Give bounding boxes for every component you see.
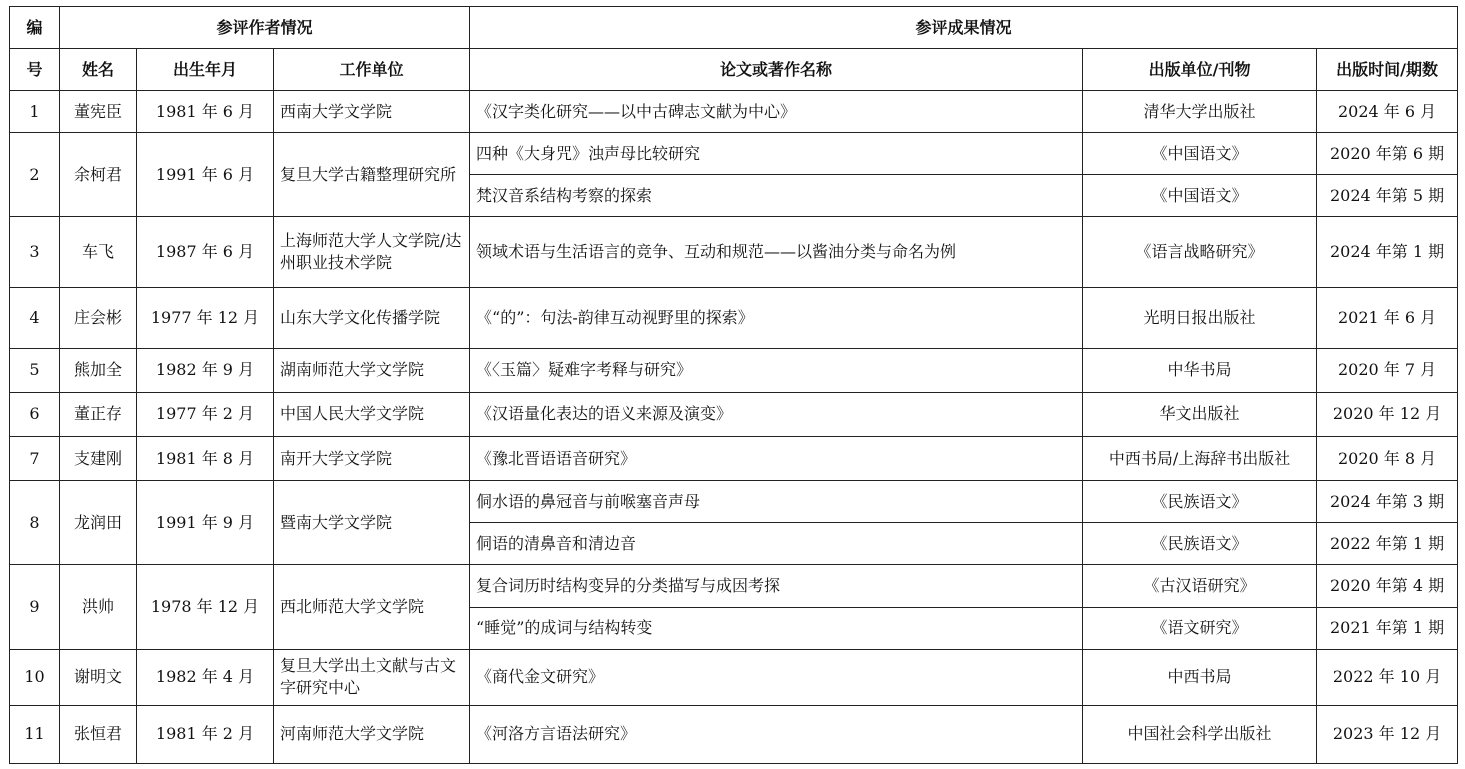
table-row [10,705,1458,763]
publisher: 清华大学出版社 [1083,91,1317,133]
work-title: “睡觉”的成词与结构转变 [470,607,1083,649]
author-name: 董宪臣 [60,91,137,133]
author-name: 余柯君 [60,133,137,217]
table-row [10,565,1458,607]
row-number: 3 [10,217,60,287]
publisher: 光明日报出版社 [1083,287,1317,348]
row-number: 1 [10,91,60,133]
header-seq-bottom: 号 [10,49,60,91]
author-name: 谢明文 [60,649,137,705]
birth-date: 1991 年 6 月 [137,133,274,217]
table-row [10,481,1458,523]
birth-date: 1977 年 12 月 [137,287,274,348]
publish-date: 2022 年 10 月 [1317,649,1458,705]
award-table [9,6,1458,764]
publish-date: 2022 年第 1 期 [1317,523,1458,565]
work-unit: 山东大学文化传播学院 [274,287,470,348]
author-name: 张恒君 [60,705,137,763]
table-row [10,133,1458,175]
work-unit: 西南大学文学院 [274,91,470,133]
work-title: 梵汉音系结构考察的探索 [470,175,1083,217]
publisher: 《中国语文》 [1083,175,1317,217]
publisher: 《民族语文》 [1083,481,1317,523]
row-number: 2 [10,133,60,217]
table-row [10,217,1458,287]
header-author-group: 参评作者情况 [60,7,470,49]
publisher: 《语言战略研究》 [1083,217,1317,287]
publish-date: 2020 年 7 月 [1317,348,1458,392]
work-title: 《豫北晋语语音研究》 [470,437,1083,481]
publish-date: 2020 年 12 月 [1317,392,1458,436]
publish-date: 2024 年 6 月 [1317,91,1458,133]
publish-date: 2020 年第 4 期 [1317,565,1458,607]
row-number: 9 [10,565,60,649]
publish-date: 2023 年 12 月 [1317,705,1458,763]
publisher: 《中国语文》 [1083,133,1317,175]
header-seq-top: 编 [10,7,60,49]
work-unit: 复旦大学古籍整理研究所 [274,133,470,217]
work-unit: 上海师范大学人文学院/达州职业技术学院 [274,217,470,287]
work-unit: 复旦大学出土文献与古文字研究中心 [274,649,470,705]
publisher: 《民族语文》 [1083,523,1317,565]
table-row [10,348,1458,392]
table-row [10,287,1458,348]
header-birth: 出生年月 [137,49,274,91]
publish-date: 2024 年第 5 期 [1317,175,1458,217]
author-name: 车飞 [60,217,137,287]
publish-date: 2024 年第 1 期 [1317,217,1458,287]
publisher: 《语文研究》 [1083,607,1317,649]
birth-date: 1981 年 8 月 [137,437,274,481]
table-row [10,437,1458,481]
header-unit: 工作单位 [274,49,470,91]
work-title: 四种《大身咒》浊声母比较研究 [470,133,1083,175]
publisher: 中西书局/上海辞书出版社 [1083,437,1317,481]
birth-date: 1981 年 6 月 [137,91,274,133]
author-name: 庄会彬 [60,287,137,348]
birth-date: 1982 年 9 月 [137,348,274,392]
work-title: 《河洛方言语法研究》 [470,705,1083,763]
row-number: 5 [10,348,60,392]
author-name: 熊加全 [60,348,137,392]
publisher: 华文出版社 [1083,392,1317,436]
birth-date: 1982 年 4 月 [137,649,274,705]
work-title: 复合词历时结构变异的分类描写与成因考探 [470,565,1083,607]
birth-date: 1981 年 2 月 [137,705,274,763]
publish-date: 2020 年第 6 期 [1317,133,1458,175]
header-publisher: 出版单位/刊物 [1083,49,1317,91]
birth-date: 1978 年 12 月 [137,565,274,649]
author-name: 龙润田 [60,481,137,565]
header-name: 姓名 [60,49,137,91]
author-name: 支建刚 [60,437,137,481]
work-title: 《商代金文研究》 [470,649,1083,705]
row-number: 10 [10,649,60,705]
publish-date: 2021 年第 1 期 [1317,607,1458,649]
work-title: 《“的”：句法-韵律互动视野里的探索》 [470,287,1083,348]
row-number: 8 [10,481,60,565]
work-title: 《〈玉篇〉疑难字考释与研究》 [470,348,1083,392]
birth-date: 1977 年 2 月 [137,392,274,436]
work-unit: 中国人民大学文学院 [274,392,470,436]
work-title: 侗水语的鼻冠音与前喉塞音声母 [470,481,1083,523]
author-name: 洪帅 [60,565,137,649]
row-number: 6 [10,392,60,436]
row-number: 7 [10,437,60,481]
row-number: 11 [10,705,60,763]
birth-date: 1987 年 6 月 [137,217,274,287]
work-unit: 南开大学文学院 [274,437,470,481]
header-title: 论文或著作名称 [470,49,1083,91]
work-unit: 暨南大学文学院 [274,481,470,565]
author-name: 董正存 [60,392,137,436]
work-title: 侗语的清鼻音和清边音 [470,523,1083,565]
work-title: 《汉语量化表达的语义来源及演变》 [470,392,1083,436]
publish-date: 2021 年 6 月 [1317,287,1458,348]
table-row [10,392,1458,436]
publish-date: 2024 年第 3 期 [1317,481,1458,523]
work-title: 《汉字类化研究——以中古碑志文献为中心》 [470,91,1083,133]
table-row [10,91,1458,133]
publisher: 中西书局 [1083,649,1317,705]
birth-date: 1991 年 9 月 [137,481,274,565]
work-unit: 河南师范大学文学院 [274,705,470,763]
header-work-group: 参评成果情况 [470,7,1458,49]
publisher: 中国社会科学出版社 [1083,705,1317,763]
header-date: 出版时间/期数 [1317,49,1458,91]
table-row [10,649,1458,705]
publisher: 《古汉语研究》 [1083,565,1317,607]
publisher: 中华书局 [1083,348,1317,392]
work-title: 领域术语与生活语言的竞争、互动和规范——以酱油分类与命名为例 [470,217,1083,287]
row-number: 4 [10,287,60,348]
publish-date: 2020 年 8 月 [1317,437,1458,481]
work-unit: 西北师范大学文学院 [274,565,470,649]
work-unit: 湖南师范大学文学院 [274,348,470,392]
